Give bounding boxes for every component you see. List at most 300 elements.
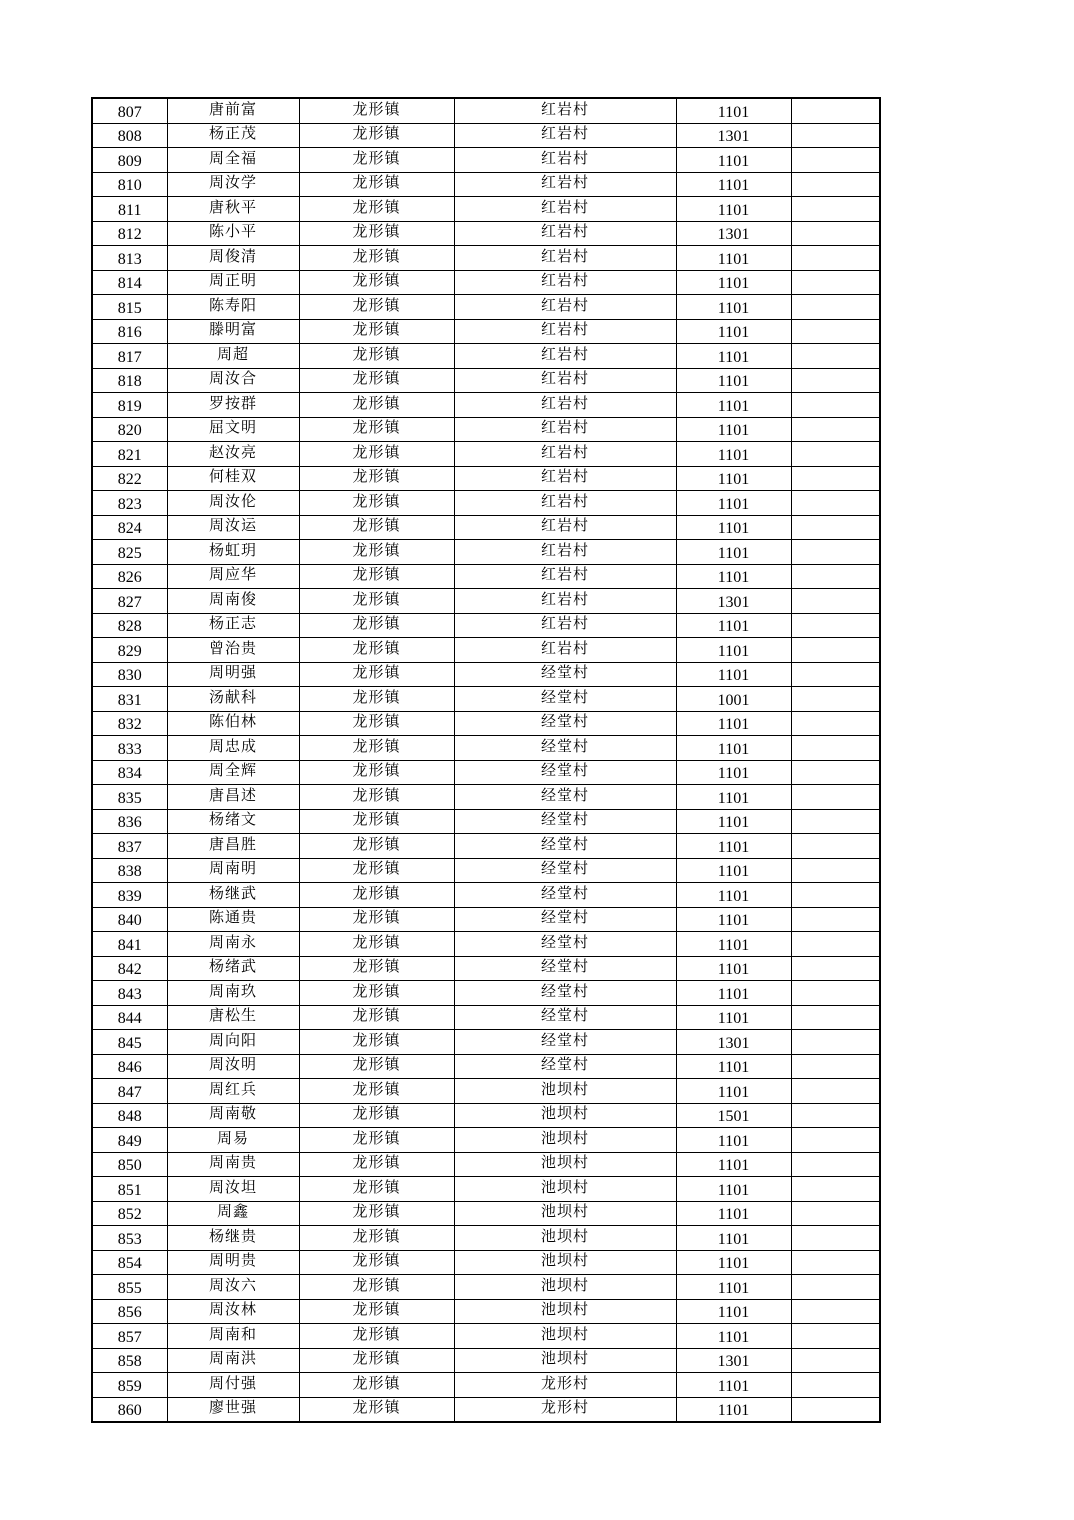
village-cell: 池坝村 — [454, 1226, 676, 1251]
remark-cell — [791, 1324, 880, 1349]
name-cell: 周明强 — [167, 662, 299, 687]
town-cell: 龙形镇 — [299, 858, 454, 883]
name-cell: 罗按群 — [167, 393, 299, 418]
remark-cell — [791, 589, 880, 614]
town-cell: 龙形镇 — [299, 270, 454, 295]
name-cell: 周汝学 — [167, 172, 299, 197]
village-cell: 红岩村 — [454, 123, 676, 148]
village-cell: 红岩村 — [454, 98, 676, 123]
village-cell: 红岩村 — [454, 368, 676, 393]
table-row — [92, 1005, 880, 1030]
row-number-cell: 823 — [92, 491, 167, 516]
remark-cell — [791, 197, 880, 222]
table-row — [92, 123, 880, 148]
code-cell: 1101 — [676, 1079, 791, 1104]
code-cell: 1101 — [676, 981, 791, 1006]
row-number-cell: 825 — [92, 540, 167, 565]
name-cell: 周超 — [167, 344, 299, 369]
name-cell: 周汝明 — [167, 1054, 299, 1079]
row-number-cell: 821 — [92, 442, 167, 467]
table-row — [92, 98, 880, 123]
table-row — [92, 834, 880, 859]
code-cell: 1101 — [676, 1299, 791, 1324]
code-cell: 1101 — [676, 1226, 791, 1251]
name-cell: 周明贵 — [167, 1250, 299, 1275]
name-cell: 周汝坦 — [167, 1177, 299, 1202]
table-row — [92, 711, 880, 736]
code-cell: 1101 — [676, 907, 791, 932]
village-cell: 池坝村 — [454, 1275, 676, 1300]
table-row — [92, 148, 880, 173]
village-cell: 经堂村 — [454, 785, 676, 810]
town-cell: 龙形镇 — [299, 834, 454, 859]
table-row — [92, 1103, 880, 1128]
table-row — [92, 1373, 880, 1398]
code-cell: 1001 — [676, 687, 791, 712]
row-number-cell: 838 — [92, 858, 167, 883]
name-cell: 廖世强 — [167, 1397, 299, 1422]
village-cell: 红岩村 — [454, 540, 676, 565]
village-cell: 池坝村 — [454, 1201, 676, 1226]
name-cell: 唐前富 — [167, 98, 299, 123]
remark-cell — [791, 393, 880, 418]
code-cell: 1101 — [676, 760, 791, 785]
code-cell: 1101 — [676, 1177, 791, 1202]
name-cell: 杨虹玥 — [167, 540, 299, 565]
name-cell: 杨继贵 — [167, 1226, 299, 1251]
remark-cell — [791, 1177, 880, 1202]
table-row — [92, 1152, 880, 1177]
table-row — [92, 589, 880, 614]
table-row — [92, 638, 880, 663]
code-cell: 1101 — [676, 858, 791, 883]
code-cell: 1101 — [676, 1397, 791, 1422]
name-cell: 周南玖 — [167, 981, 299, 1006]
remark-cell — [791, 123, 880, 148]
town-cell: 龙形镇 — [299, 1054, 454, 1079]
code-cell: 1301 — [676, 221, 791, 246]
row-number-cell: 833 — [92, 736, 167, 761]
remark-cell — [791, 956, 880, 981]
name-cell: 周易 — [167, 1128, 299, 1153]
village-cell: 经堂村 — [454, 883, 676, 908]
town-cell: 龙形镇 — [299, 98, 454, 123]
table-row — [92, 393, 880, 418]
remark-cell — [791, 344, 880, 369]
row-number-cell: 857 — [92, 1324, 167, 1349]
town-cell: 龙形镇 — [299, 1275, 454, 1300]
code-cell: 1101 — [676, 197, 791, 222]
code-cell: 1101 — [676, 172, 791, 197]
town-cell: 龙形镇 — [299, 344, 454, 369]
code-cell: 1101 — [676, 1275, 791, 1300]
name-cell: 周忠成 — [167, 736, 299, 761]
row-number-cell: 812 — [92, 221, 167, 246]
name-cell: 陈小平 — [167, 221, 299, 246]
remark-cell — [791, 1299, 880, 1324]
remark-cell — [791, 295, 880, 320]
remark-cell — [791, 270, 880, 295]
remark-cell — [791, 540, 880, 565]
name-cell: 周南和 — [167, 1324, 299, 1349]
remark-cell — [791, 1373, 880, 1398]
village-cell: 池坝村 — [454, 1348, 676, 1373]
name-cell: 杨正志 — [167, 613, 299, 638]
town-cell: 龙形镇 — [299, 662, 454, 687]
remark-cell — [791, 442, 880, 467]
town-cell: 龙形镇 — [299, 1250, 454, 1275]
row-number-cell: 854 — [92, 1250, 167, 1275]
remark-cell — [791, 760, 880, 785]
village-cell: 红岩村 — [454, 197, 676, 222]
village-cell: 红岩村 — [454, 295, 676, 320]
village-cell: 经堂村 — [454, 932, 676, 957]
village-cell: 红岩村 — [454, 270, 676, 295]
remark-cell — [791, 246, 880, 271]
town-cell: 龙形镇 — [299, 1177, 454, 1202]
town-cell: 龙形镇 — [299, 393, 454, 418]
remark-cell — [791, 711, 880, 736]
code-cell: 1101 — [676, 662, 791, 687]
remark-cell — [791, 1250, 880, 1275]
remark-cell — [791, 221, 880, 246]
table-row — [92, 1226, 880, 1251]
town-cell: 龙形镇 — [299, 368, 454, 393]
village-cell: 池坝村 — [454, 1103, 676, 1128]
code-cell: 1301 — [676, 1348, 791, 1373]
code-cell: 1101 — [676, 491, 791, 516]
code-cell: 1101 — [676, 1250, 791, 1275]
row-number-cell: 814 — [92, 270, 167, 295]
row-number-cell: 843 — [92, 981, 167, 1006]
code-cell: 1101 — [676, 344, 791, 369]
remark-cell — [791, 466, 880, 491]
town-cell: 龙形镇 — [299, 1299, 454, 1324]
town-cell: 龙形镇 — [299, 172, 454, 197]
remark-cell — [791, 809, 880, 834]
village-cell: 池坝村 — [454, 1299, 676, 1324]
row-number-cell: 852 — [92, 1201, 167, 1226]
name-cell: 周汝运 — [167, 515, 299, 540]
row-number-cell: 836 — [92, 809, 167, 834]
town-cell: 龙形镇 — [299, 907, 454, 932]
table-row — [92, 246, 880, 271]
town-cell: 龙形镇 — [299, 1324, 454, 1349]
name-cell: 周正明 — [167, 270, 299, 295]
village-cell: 池坝村 — [454, 1324, 676, 1349]
town-cell: 龙形镇 — [299, 515, 454, 540]
village-cell: 红岩村 — [454, 515, 676, 540]
row-number-cell: 830 — [92, 662, 167, 687]
town-cell: 龙形镇 — [299, 1397, 454, 1422]
remark-cell — [791, 883, 880, 908]
row-number-cell: 856 — [92, 1299, 167, 1324]
village-cell: 红岩村 — [454, 344, 676, 369]
roster-table — [91, 97, 881, 1423]
code-cell: 1101 — [676, 834, 791, 859]
table-row — [92, 1177, 880, 1202]
remark-cell — [791, 417, 880, 442]
name-cell: 陈伯林 — [167, 711, 299, 736]
town-cell: 龙形镇 — [299, 197, 454, 222]
town-cell: 龙形镇 — [299, 981, 454, 1006]
row-number-cell: 809 — [92, 148, 167, 173]
remark-cell — [791, 1275, 880, 1300]
village-cell: 经堂村 — [454, 858, 676, 883]
town-cell: 龙形镇 — [299, 1030, 454, 1055]
name-cell: 何桂双 — [167, 466, 299, 491]
table-row — [92, 956, 880, 981]
code-cell: 1101 — [676, 319, 791, 344]
town-cell: 龙形镇 — [299, 613, 454, 638]
town-cell: 龙形镇 — [299, 491, 454, 516]
village-cell: 经堂村 — [454, 981, 676, 1006]
table-row — [92, 1324, 880, 1349]
name-cell: 杨绪文 — [167, 809, 299, 834]
name-cell: 周南永 — [167, 932, 299, 957]
remark-cell — [791, 687, 880, 712]
village-cell: 经堂村 — [454, 760, 676, 785]
code-cell: 1101 — [676, 1373, 791, 1398]
town-cell: 龙形镇 — [299, 221, 454, 246]
table-row — [92, 883, 880, 908]
remark-cell — [791, 172, 880, 197]
name-cell: 屈文明 — [167, 417, 299, 442]
town-cell: 龙形镇 — [299, 417, 454, 442]
village-cell: 红岩村 — [454, 466, 676, 491]
town-cell: 龙形镇 — [299, 295, 454, 320]
town-cell: 龙形镇 — [299, 1201, 454, 1226]
table-row — [92, 932, 880, 957]
remark-cell — [791, 564, 880, 589]
village-cell: 红岩村 — [454, 638, 676, 663]
table-row — [92, 1275, 880, 1300]
village-cell: 经堂村 — [454, 1005, 676, 1030]
code-cell: 1101 — [676, 417, 791, 442]
table-row — [92, 295, 880, 320]
row-number-cell: 837 — [92, 834, 167, 859]
row-number-cell: 807 — [92, 98, 167, 123]
row-number-cell: 850 — [92, 1152, 167, 1177]
table-row — [92, 1128, 880, 1153]
code-cell: 1101 — [676, 564, 791, 589]
village-cell: 经堂村 — [454, 687, 676, 712]
table-row — [92, 368, 880, 393]
town-cell: 龙形镇 — [299, 1152, 454, 1177]
town-cell: 龙形镇 — [299, 123, 454, 148]
row-number-cell: 816 — [92, 319, 167, 344]
town-cell: 龙形镇 — [299, 736, 454, 761]
name-cell: 周汝伦 — [167, 491, 299, 516]
row-number-cell: 847 — [92, 1079, 167, 1104]
remark-cell — [791, 1103, 880, 1128]
code-cell: 1101 — [676, 613, 791, 638]
town-cell: 龙形镇 — [299, 687, 454, 712]
table-row — [92, 687, 880, 712]
row-number-cell: 819 — [92, 393, 167, 418]
code-cell: 1101 — [676, 1324, 791, 1349]
remark-cell — [791, 148, 880, 173]
name-cell: 周南明 — [167, 858, 299, 883]
code-cell: 1101 — [676, 515, 791, 540]
remark-cell — [791, 1079, 880, 1104]
table-row — [92, 1397, 880, 1422]
table-row — [92, 197, 880, 222]
village-cell: 红岩村 — [454, 613, 676, 638]
town-cell: 龙形镇 — [299, 564, 454, 589]
remark-cell — [791, 1348, 880, 1373]
code-cell: 1101 — [676, 883, 791, 908]
name-cell: 赵汝亮 — [167, 442, 299, 467]
row-number-cell: 845 — [92, 1030, 167, 1055]
name-cell: 滕明富 — [167, 319, 299, 344]
name-cell: 唐秋平 — [167, 197, 299, 222]
village-cell: 经堂村 — [454, 736, 676, 761]
row-number-cell: 828 — [92, 613, 167, 638]
table-row — [92, 1250, 880, 1275]
row-number-cell: 851 — [92, 1177, 167, 1202]
town-cell: 龙形镇 — [299, 466, 454, 491]
name-cell: 周汝林 — [167, 1299, 299, 1324]
town-cell: 龙形镇 — [299, 1373, 454, 1398]
remark-cell — [791, 736, 880, 761]
village-cell: 池坝村 — [454, 1152, 676, 1177]
village-cell: 经堂村 — [454, 809, 676, 834]
code-cell: 1101 — [676, 368, 791, 393]
row-number-cell: 813 — [92, 246, 167, 271]
code-cell: 1101 — [676, 809, 791, 834]
remark-cell — [791, 368, 880, 393]
row-number-cell: 842 — [92, 956, 167, 981]
code-cell: 1101 — [676, 442, 791, 467]
remark-cell — [791, 491, 880, 516]
row-number-cell: 824 — [92, 515, 167, 540]
name-cell: 汤献科 — [167, 687, 299, 712]
code-cell: 1101 — [676, 638, 791, 663]
remark-cell — [791, 1152, 880, 1177]
name-cell: 周南洪 — [167, 1348, 299, 1373]
village-cell: 红岩村 — [454, 246, 676, 271]
name-cell: 周汝六 — [167, 1275, 299, 1300]
remark-cell — [791, 1226, 880, 1251]
code-cell: 1101 — [676, 393, 791, 418]
table-row — [92, 662, 880, 687]
village-cell: 池坝村 — [454, 1250, 676, 1275]
code-cell: 1101 — [676, 711, 791, 736]
village-cell: 经堂村 — [454, 907, 676, 932]
table-row — [92, 1079, 880, 1104]
town-cell: 龙形镇 — [299, 809, 454, 834]
remark-cell — [791, 1054, 880, 1079]
code-cell: 1101 — [676, 1201, 791, 1226]
row-number-cell: 808 — [92, 123, 167, 148]
row-number-cell: 835 — [92, 785, 167, 810]
town-cell: 龙形镇 — [299, 932, 454, 957]
row-number-cell: 860 — [92, 1397, 167, 1422]
row-number-cell: 817 — [92, 344, 167, 369]
town-cell: 龙形镇 — [299, 883, 454, 908]
town-cell: 龙形镇 — [299, 246, 454, 271]
name-cell: 陈寿阳 — [167, 295, 299, 320]
row-number-cell: 826 — [92, 564, 167, 589]
code-cell: 1101 — [676, 736, 791, 761]
village-cell: 红岩村 — [454, 589, 676, 614]
village-cell: 经堂村 — [454, 662, 676, 687]
name-cell: 周全辉 — [167, 760, 299, 785]
row-number-cell: 859 — [92, 1373, 167, 1398]
remark-cell — [791, 834, 880, 859]
remark-cell — [791, 1005, 880, 1030]
table-row — [92, 466, 880, 491]
code-cell: 1301 — [676, 123, 791, 148]
row-number-cell: 840 — [92, 907, 167, 932]
town-cell: 龙形镇 — [299, 785, 454, 810]
code-cell: 1101 — [676, 1128, 791, 1153]
table-row — [92, 515, 880, 540]
name-cell: 曾治贵 — [167, 638, 299, 663]
name-cell: 唐松生 — [167, 1005, 299, 1030]
code-cell: 1101 — [676, 148, 791, 173]
row-number-cell: 818 — [92, 368, 167, 393]
code-cell: 1101 — [676, 1152, 791, 1177]
village-cell: 经堂村 — [454, 1030, 676, 1055]
name-cell: 周全福 — [167, 148, 299, 173]
village-cell: 经堂村 — [454, 956, 676, 981]
code-cell: 1101 — [676, 246, 791, 271]
row-number-cell: 858 — [92, 1348, 167, 1373]
village-cell: 龙形村 — [454, 1373, 676, 1398]
name-cell: 周南敬 — [167, 1103, 299, 1128]
table-row — [92, 172, 880, 197]
village-cell: 红岩村 — [454, 148, 676, 173]
remark-cell — [791, 1128, 880, 1153]
remark-cell — [791, 858, 880, 883]
village-cell: 经堂村 — [454, 834, 676, 859]
town-cell: 龙形镇 — [299, 711, 454, 736]
remark-cell — [791, 981, 880, 1006]
row-number-cell: 820 — [92, 417, 167, 442]
row-number-cell: 832 — [92, 711, 167, 736]
roster-table-body — [92, 98, 880, 1422]
village-cell: 红岩村 — [454, 393, 676, 418]
code-cell: 1101 — [676, 295, 791, 320]
name-cell: 周俊清 — [167, 246, 299, 271]
code-cell: 1501 — [676, 1103, 791, 1128]
code-cell: 1101 — [676, 785, 791, 810]
table-row — [92, 736, 880, 761]
village-cell: 经堂村 — [454, 711, 676, 736]
town-cell: 龙形镇 — [299, 1103, 454, 1128]
row-number-cell: 811 — [92, 197, 167, 222]
town-cell: 龙形镇 — [299, 1079, 454, 1104]
name-cell: 杨绪武 — [167, 956, 299, 981]
remark-cell — [791, 662, 880, 687]
table-row — [92, 809, 880, 834]
remark-cell — [791, 638, 880, 663]
remark-cell — [791, 1201, 880, 1226]
village-cell: 红岩村 — [454, 417, 676, 442]
name-cell: 周向阳 — [167, 1030, 299, 1055]
code-cell: 1301 — [676, 589, 791, 614]
remark-cell — [791, 1397, 880, 1422]
town-cell: 龙形镇 — [299, 956, 454, 981]
remark-cell — [791, 1030, 880, 1055]
code-cell: 1101 — [676, 466, 791, 491]
row-number-cell: 822 — [92, 466, 167, 491]
row-number-cell: 846 — [92, 1054, 167, 1079]
village-cell: 池坝村 — [454, 1177, 676, 1202]
village-cell: 池坝村 — [454, 1128, 676, 1153]
